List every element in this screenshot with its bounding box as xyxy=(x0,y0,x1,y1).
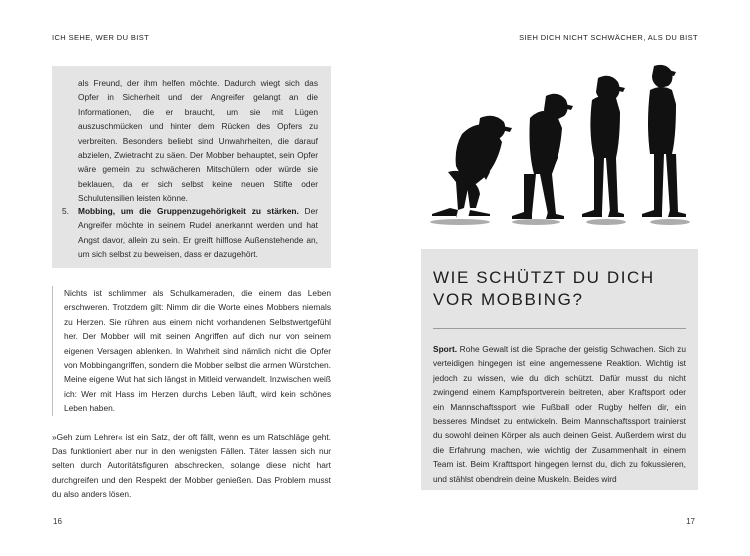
paragraph-1: Nichts ist schlimmer als Schulkameraden, die einem das Leben erschweren. Trotzdem gilt: Nimm dir die Worte eines Mobbers niemals zu Herzen. Sie rühren aus einem nicht vorhandenen Selbstwertgefühl her. Der Mobber will mit seinen Angriffen auf dich nur von seinem eigenen Versagen ablenken. In Wahrheit sind nämlich nicht die Opfer von Mobbingangriffen, sondern die Mobber selbst die armen Würstchen. Meine eigene Wut hat sich längst in Mitleid verwandelt. Inzwischen weiß ich: Wer mit Hass im Herzen durchs Leben läuft, wird kein schönes Leben haben. xyxy=(52,286,331,416)
evolution-silhouette-illustration-icon xyxy=(418,62,700,234)
box-paragraph: als Freund, der ihm helfen möchte. Dadurch wiegt sich das Opfer in Sicherheit und der Angreifer gelangt an die Informationen, die er braucht, um sie mit Lügen auszuschmücken und hinter dem Rücken des Opfers zu verbreiten. Besonders beliebt sind Unwahrheiten, die darauf abzielen, Zwietracht zu säen. Der Mobber behauptet, sein Opfer wäre gemein zu schwächeren Mitschülern oder würde sie beklauen, da er sich selbst keine neuen Stifte oder Schulutensilien leisten könne. xyxy=(78,78,318,204)
page-number-left: 16 xyxy=(53,517,62,526)
right-info-box xyxy=(421,249,698,490)
figure-crouched xyxy=(432,116,512,218)
list-number: 5. xyxy=(62,206,69,216)
running-head-left: ICH SEHE, WER DU BIST xyxy=(52,33,150,42)
left-info-box xyxy=(52,66,331,268)
box-paragraph-sport xyxy=(433,342,686,486)
left-body-text xyxy=(52,286,331,502)
title-divider xyxy=(433,328,686,329)
list-item-5 xyxy=(62,204,318,262)
paragraph-2: »Geh zum Lehrer« ist ein Satz, der oft fällt, wenn es um Ratschläge geht. Das funktioniert aber nur in den wenigsten Fällen. Täter lassen sich nur selten durch Autoritätsfiguren abschrecken, solange diese nicht hart durchgreifen und den Respekt der Mobber genießen. Das Problem musst du also anders lösen. xyxy=(52,431,331,500)
list-item-text: Der Angreifer möchte in seinem Rudel anerkannt werden und hat Angst davor, allein zu sein. Er greift hilflose Außenstehende an, um sich selbst zu beweisen, dass er dazugehört. xyxy=(78,206,318,260)
figure-bent xyxy=(512,94,573,219)
box-title: WIE SCHÜTZT DU DICH VOR MOBBING? xyxy=(433,268,655,309)
figure-upright xyxy=(582,76,625,217)
list-item-heading: Mobbing, um die Gruppenzugehörigkeit zu stärken. xyxy=(78,206,299,216)
sport-text: Rohe Gewalt ist die Sprache der geistig Schwachen. Sich zu verteidigen hingegen ist eine angemessene Reaktion. Wichtig ist jedoch zu wissen, wie du dich schützt. Dafür musst du nicht zwingend einem Kampfsportverein beitreten, aber Kraftsport oder ein Mannschaftssport wie Fußball oder Rugby helfen dir, ein besseres Mindset zu entwickeln. Beim Mannschaftssport trainierst du sowohl deinen Körper als auch deinen Geist. Außerdem wirst du die Erfahrung machen, wie wichtig der Zusammenhalt in einem Team ist. Beim Krafttsport hingegen lernst du, dich zu fokussieren, und stählst obendrein deine Muskeln. Beides wird xyxy=(433,344,686,484)
figure-standing xyxy=(642,65,686,217)
sport-heading: Sport. xyxy=(433,344,458,354)
running-head-right: SIEH DICH NICHT SCHWÄCHER, ALS DU BIST xyxy=(519,33,698,42)
page-number-right: 17 xyxy=(686,517,695,526)
